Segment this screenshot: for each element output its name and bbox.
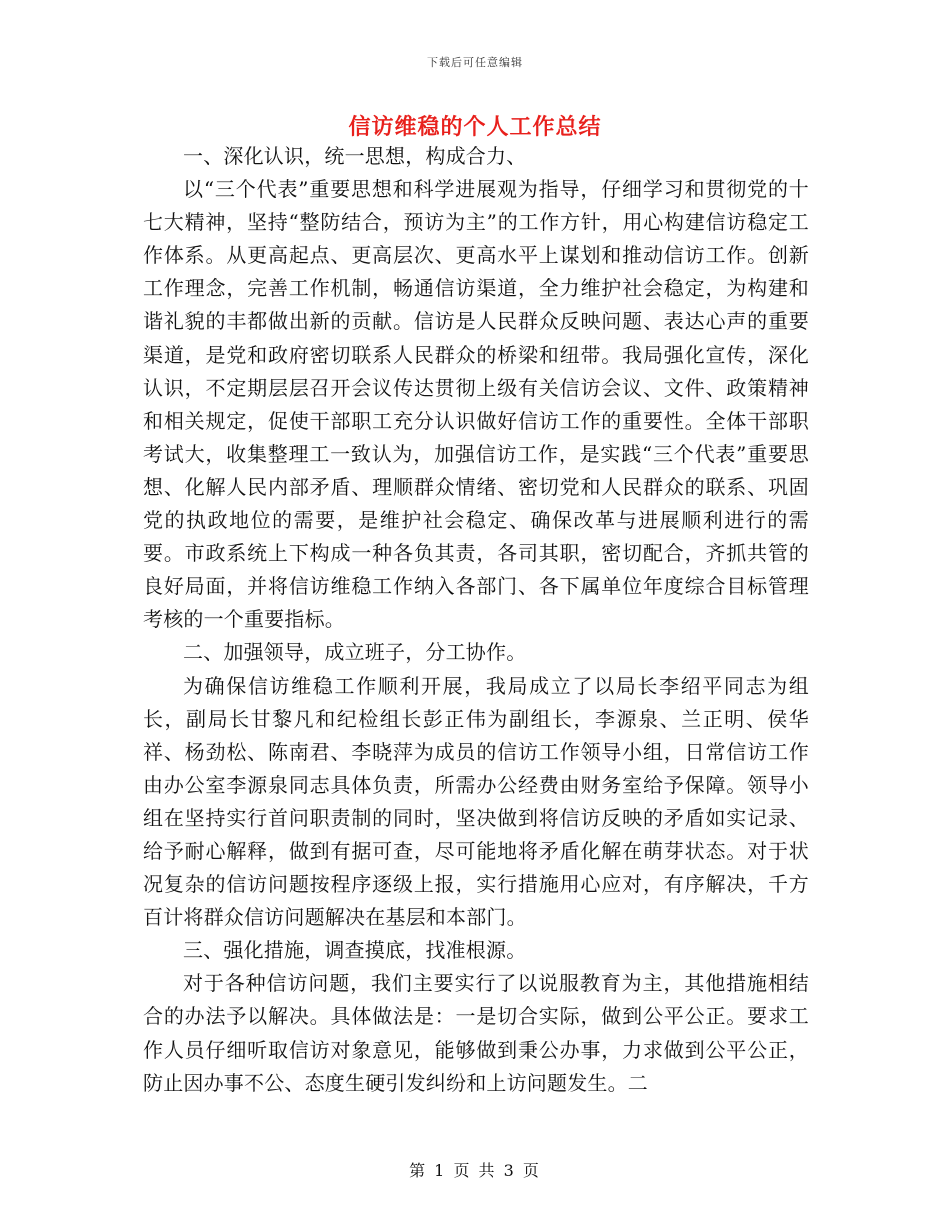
section-heading-2: 二、加强领导，成立班子，分工协作。 [183,640,527,665]
paragraph-1: 以“三个代表”重要思想和科学进展观为指导，仔细学习和贯彻党的十七大精神，坚持“整防结合，预访为主”的工作方针，用心构建信访稳定工作体系。从更高起点、更高层次、更高水平上谋划和推动信访工作。创新工作理念，完善工作机制，畅通信访渠道，全力维护社会稳定，为构建和谐礼貌的丰都做出新的贡献。信访是人民群众反映问题、表达心声的重要渠道，是党和政府密切联系人民群众的桥梁和纽带。我局强化宣传，深化认识，不定期层层召开会议传达贯彻上级有关信访会议、文件、政策精神和相关规定，促使干部职工充分认识做好信访工作的重要性。全体干部职考试大，收集整理工一致认为，加强信访工作，是实践“三个代表”重要思想、化解人民内部矛盾、理顺群众情绪、密切党和人民群众的联系、巩固党的执政地位的需要，是维护社会稳定、确保改革与进展顺利进行的需要。市政系统上下构成一种各负其责，各司其职，密切配合，齐抓共管的良好局面，并将信访维稳工作纳入各部门、各下属单位年度综合目标管理考核的一个重要指标。 [143,177,809,632]
header-note: 下载后可任意编辑 [427,56,523,69]
document-body [143,140,809,1100]
document-title: 信访维稳的个人工作总结 [348,114,602,140]
paragraph-2: 为确保信访维稳工作顺利开展，我局成立了以局长李绍平同志为组长，副局长甘黎凡和纪检组长彭正伟为副组长，李源泉、兰正明、侯华祥、杨劲松、陈南君、李晓萍为成员的信访工作领导小组，日常信访工作由办公室李源泉同志具体负责，所需办公经费由财务室给予保障。领导小组在坚持实行首问职责制的同时，坚决做到将信访反映的矛盾如实记录、给予耐心解释，做到有据可查，尽可能地将矛盾化解在萌芽状态。对于状况复杂的信访问题按程序逐级上报，实行措施用心应对，有序解决，千方百计将群众信访问题解决在基层和本部门。 [143,673,809,930]
section-heading-3: 三、强化措施，调查摸底，找准根源。 [183,938,527,963]
section-heading-1: 一、深化认识，统一思想，构成合力、 [183,144,527,168]
paragraph-3: 对于各种信访问题，我们主要实行了以说服教育为主，其他措施相结合的办法予以解决。具体做法是：一是切合实际，做到公平公正。要求工作人员仔细听取信访对象意见，能够做到秉公办事，力求做到公平公正，防止因办事不公、态度生硬引发纠纷和上访问题发生。二 [143,971,809,1095]
page-number-footer: 第 1 页 共 3 页 [409,1161,541,1180]
